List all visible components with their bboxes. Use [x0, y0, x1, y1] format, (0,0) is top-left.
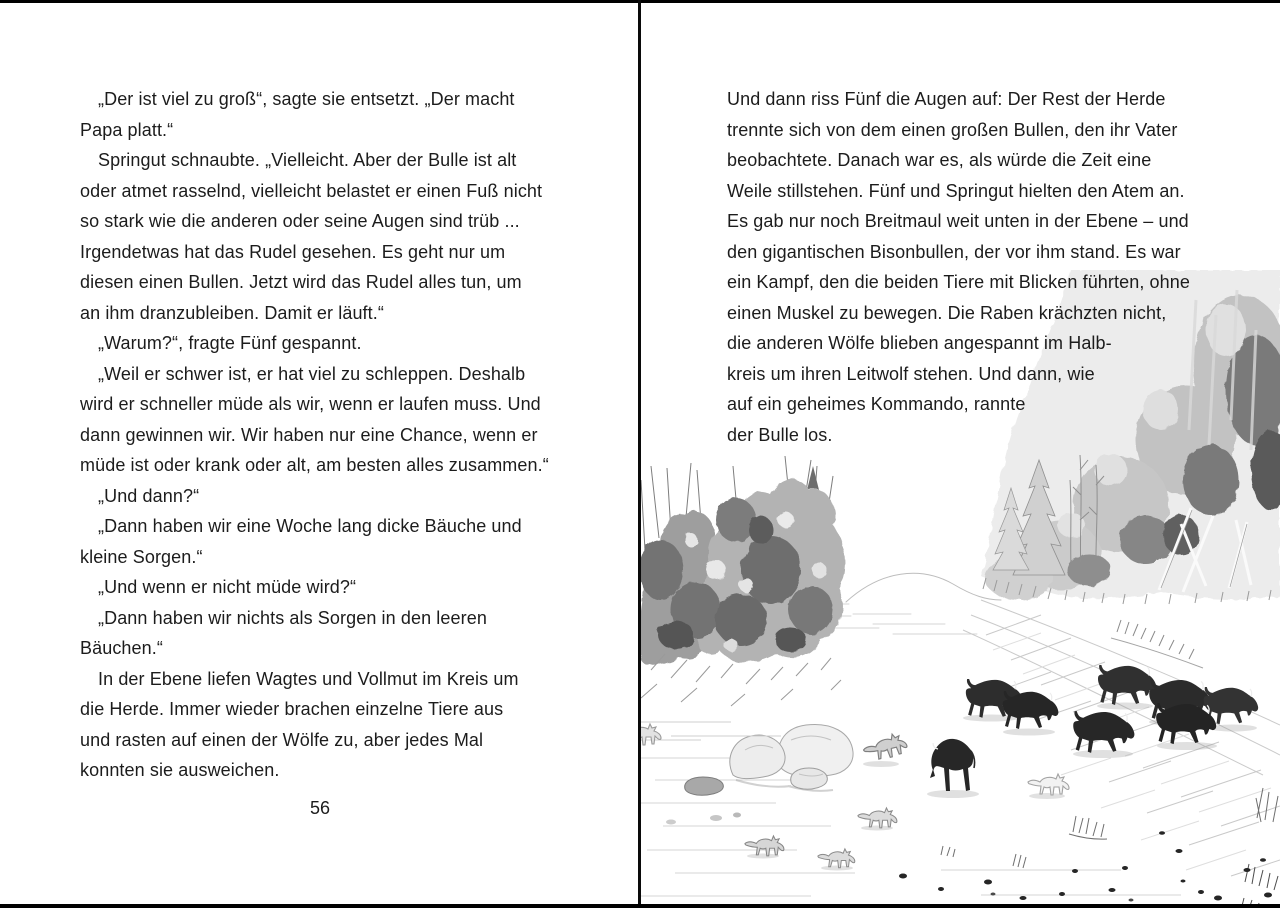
text-line: In der Ebene liefen Wagtes und Vollmut im Kreis um — [98, 668, 519, 689]
text-line: Und dann riss Fünf die Augen auf: Der Rest der Herde — [727, 89, 1166, 109]
text-line: die anderen Wölfe blieben angespannt im Halb- — [727, 333, 1112, 353]
text-line: „Der ist viel zu groß“, sagte sie entsetzt. „Der macht — [98, 89, 515, 109]
text-line: „Dann haben wir nichts als Sorgen in den leeren — [98, 607, 487, 628]
text-line: dann gewinnen wir. Wir haben nur eine Chance, wenn er — [80, 424, 538, 445]
text-line: „Weil er schwer ist, er hat viel zu schleppen. Deshalb — [98, 363, 526, 384]
text-line: „Und dann?“ — [98, 485, 200, 506]
text-line: einen Muskel zu bewegen. Die Raben krächzten nicht, — [727, 302, 1167, 323]
text-line: müde ist oder krank oder alt, am besten alles zusammen.“ — [80, 455, 549, 475]
text-line: konnten sie ausweichen. — [80, 760, 280, 780]
text-line: oder atmet rasselnd, vielleicht belastet er einen Fuß nicht — [80, 180, 543, 201]
text-line: Papa platt.“ — [80, 119, 174, 140]
bottom-border — [0, 904, 1280, 908]
text-line: wird er schneller müde als wir, wenn er laufen muss. Und — [80, 394, 541, 414]
text-line: beobachtete. Danach war es, als würde die Zeit eine — [727, 150, 1152, 170]
text-line: „Warum?“, fragte Fünf gespannt. — [98, 333, 362, 353]
text-line: Bäuchen.“ — [80, 638, 163, 658]
text-line: Springut schnaubte. „Vielleicht. Aber der Bulle ist alt — [98, 150, 517, 170]
text-line: kreis um ihren Leitwolf stehen. Und dann, wie — [727, 363, 1095, 384]
text-line: und rasten auf einen der Wölfe zu, aber jedes Mal — [80, 729, 484, 750]
right-page-text — [727, 84, 1197, 450]
text-line: den gigantischen Bisonbullen, der vor ihm stand. Es war — [727, 241, 1181, 262]
text-line: trennte sich von dem einen großen Bullen, den ihr Vater — [727, 119, 1178, 140]
text-line: kleine Sorgen.“ — [80, 546, 203, 567]
text-line: ein Kampf, den die beiden Tiere mit Blicken führten, ohne — [727, 272, 1190, 292]
text-line: die Herde. Immer wieder brachen einzelne Tiere aus — [80, 699, 504, 719]
text-line: so stark wie die anderen oder seine Augen sind trüb ... — [80, 211, 520, 231]
text-line: „Und wenn er nicht müde wird?“ — [98, 577, 357, 597]
page-number: 56 — [309, 798, 331, 818]
text-line: an ihm dranzubleiben. Damit er läuft.“ — [80, 302, 384, 323]
text-line: Es gab nur noch Breitmaul weit unten in der Ebene – und — [727, 211, 1189, 231]
text-line: Irgendetwas hat das Rudel gesehen. Es geht nur um — [80, 241, 506, 262]
text-line: der Bulle los. — [727, 424, 833, 445]
text-line: „Dann haben wir eine Woche lang dicke Bäuche und — [98, 516, 522, 536]
text-line: Weile stillstehen. Fünf und Springut hielten den Atem an. — [727, 180, 1185, 201]
text-line: diesen einen Bullen. Jetzt wird das Rudel alles tun, um — [80, 272, 522, 292]
text-line: auf ein geheimes Kommando, rannte — [727, 394, 1026, 414]
left-page-text — [80, 84, 585, 786]
